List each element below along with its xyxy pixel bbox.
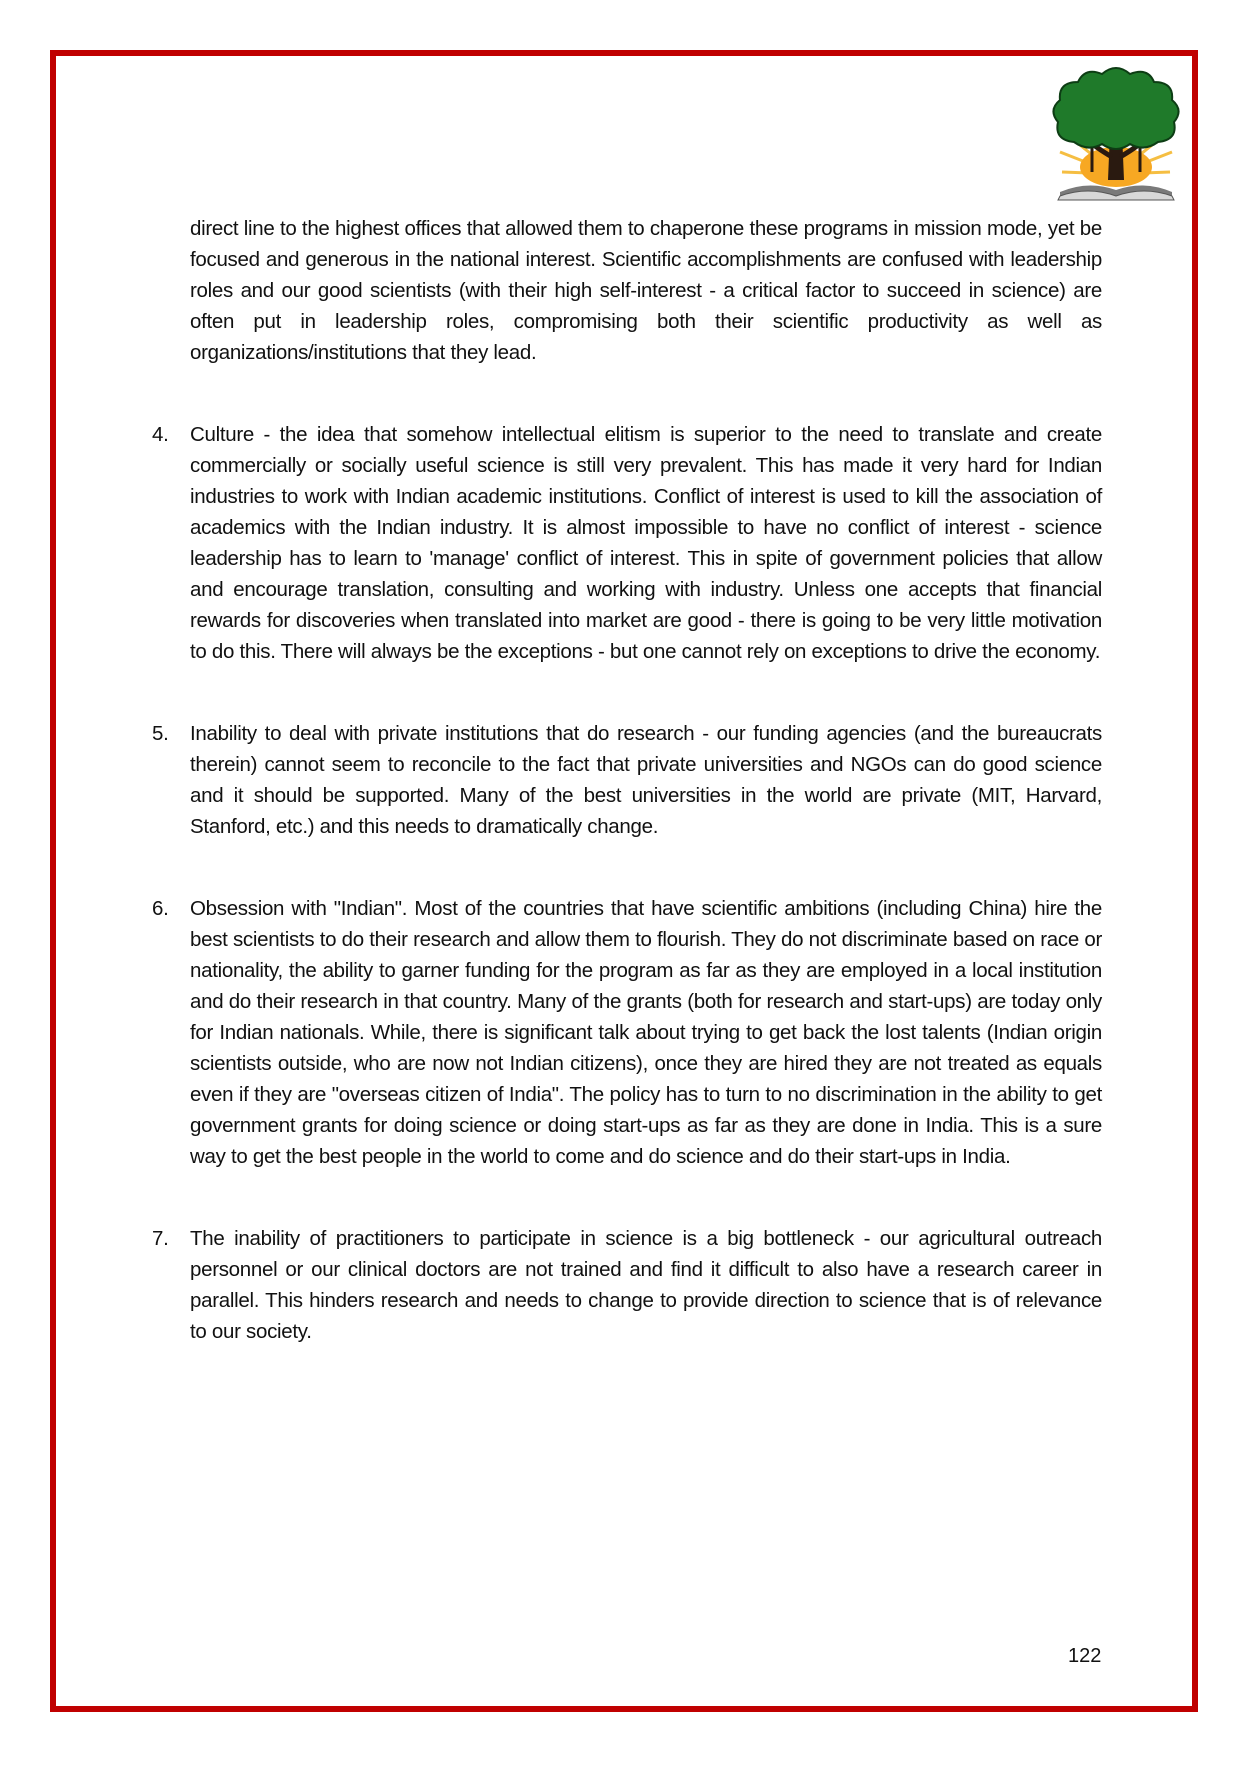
document-body [152, 213, 1102, 1347]
list-number: 5. [152, 722, 169, 745]
list-item-6 [152, 893, 1102, 1172]
list-item-7 [152, 1223, 1102, 1347]
page-number: 122 [1068, 1645, 1102, 1667]
continuation-paragraph: direct line to the highest offices that allowed them to chaperone these programs in mission mode, yet be focused and generous in the national interest. Scientific accomplishments are confused with leadership roles and our good scientists (with their high self-interest - a critical factor to succeed in science) are often put in leadership roles, compromising both their scientific productivity as well as organizations/institutions that they lead. [190, 217, 1102, 364]
list-number: 6. [152, 897, 169, 920]
tree-book-logo-icon [1040, 62, 1192, 214]
list-item-text: Inability to deal with private institutions that do research - our funding agencies (and the bureaucrats therein) cannot seem to reconcile to the fact that private universities and NGOs can do good science and it should be supported. Many of the best universities in the world are private (MIT, Harvard, Stanford, etc.) and this needs to dramatically change. [190, 722, 1102, 838]
list-number: 4. [152, 423, 169, 446]
list-number: 7. [152, 1227, 169, 1250]
list-item-text: Obsession with "Indian". Most of the countries that have scientific ambitions (including China) hire the best scientists to do their research and allow them to flourish. They do not discriminate based on race or nationality, the ability to garner funding for the program as far as they are employed in a local institution and do their research in that country. Many of the grants (both for research and start-ups) are today only for Indian nationals. While, there is significant talk about trying to get back the lost talents (Indian origin scientists outside, who are now not Indian citizens), once they are hired they are not treated as equals even if they are "overseas citizen of India". The policy has to turn to no discrimination in the ability to get government grants for doing science or doing start-ups as far as they are done in India. This is a sure way to get the best people in the world to come and do science and do their start-ups in India. [190, 897, 1102, 1168]
list-item-5 [152, 718, 1102, 842]
list-item-text: Culture - the idea that somehow intellectual elitism is superior to the need to translate and create commercially or socially useful science is still very prevalent. This has made it very hard for Indian industries to work with Indian academic institutions. Conflict of interest is used to kill the association of academics with the Indian industry. It is almost impossible to have no conflict of interest - science leadership has to learn to 'manage' conflict of interest. This in spite of government policies that allow and encourage translation, consulting and working with industry. Unless one accepts that financial rewards for discoveries when translated into market are good - there is going to be very little motivation to do this. There will always be the exceptions - but one cannot rely on exceptions to drive the economy. [190, 423, 1102, 663]
list-item-text: The inability of practitioners to participate in science is a big bottleneck - our agricultural outreach personnel or our clinical doctors are not trained and find it difficult to also have a research career in parallel. This hinders research and needs to change to provide direction to science that is of relevance to our society. [190, 1227, 1102, 1343]
list-item-4 [152, 419, 1102, 667]
